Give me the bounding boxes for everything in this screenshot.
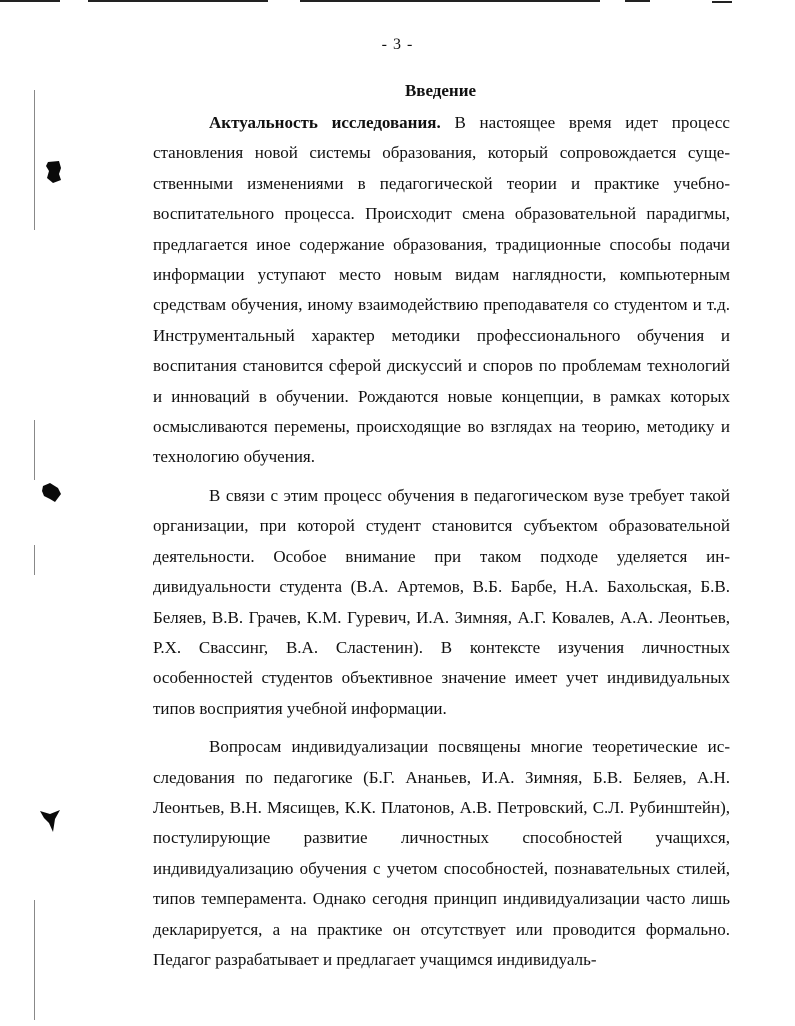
left-margin-line bbox=[34, 90, 35, 230]
paragraph bbox=[153, 108, 730, 473]
page-number: - 3 - bbox=[381, 36, 414, 53]
scan-top-line bbox=[712, 1, 732, 3]
binding-hole-icon bbox=[38, 808, 62, 834]
body-text bbox=[153, 108, 730, 975]
paragraph-text: В связи с этим процесс обучения в педагогическом вузе требует такой организации, при которой студент становится субъектом образовательной деятельности. Особое внимание при таком подходе уделяется индивидуальности студента (В.А. Артемов, В.Б. Барбе, Н.А. Бахольская, Б.В. Беляев, В.В. Грачев, К.М. Гуревич, И.А. Зимняя, А.Г. Ковалев, А.А. Леонтьев, Р.Х. Свассинг, В.А. Сластенин). В контексте изучения личностных особенностей студентов объективное значение имеет учет индивидуальных типов восприятия учебной информации. bbox=[153, 485, 730, 718]
left-margin-line bbox=[34, 900, 35, 1020]
left-margin-line bbox=[34, 420, 35, 480]
binding-hole-icon bbox=[40, 482, 62, 504]
paragraph-lead: Актуальность исследования. bbox=[209, 113, 441, 132]
page-title: Введение bbox=[404, 81, 477, 100]
paragraph-text: В настоящее время идет процесс становления новой системы образования, который сопровождается существенными изменениями в педагогической теории и практике учебно-воспитательного процесса. Происходит смена образовательной парадигмы, предлагается иное содержание образования, традиционные способы подачи информации уступают место новым видам наглядности, компьютерным средствам обучения, иному взаимодействию преподавателя со студентом и т.д. Инструментальный характер методики профессионального обучения и воспитания становится сферой дискуссий и споров по проблемам технологий и инноваций в обучении. Рождаются новые концепции, в рамках которых осмысливаются перемены, происходящие во взглядах на теорию, методику и технологию обучения. bbox=[153, 113, 730, 467]
scan-top-line bbox=[88, 0, 268, 2]
scan-top-line bbox=[0, 0, 60, 2]
paragraph bbox=[153, 732, 730, 975]
paragraph-text: Вопросам индивидуализации посвящены многие теоретические исследования по педагогике (Б.Г. Ананьев, И.А. Зимняя, Б.В. Беляев, А.Н. Леонтьев, В.Н. Мясищев, К.К. Платонов, А.В. Петровский, С.Л. Рубинштейн), постулирующие развитие личностных способностей учащихся, индивидуализацию обучения с учетом способностей, познавательных стилей, типов темперамента. Однако сегодня принцип индивидуализации часто лишь декларируется, а на практике он отсутствует или проводится формально. Педагог разрабатывает и предлагает учащимся индивидуаль- bbox=[153, 737, 730, 969]
scan-top-line bbox=[300, 0, 600, 2]
scan-top-line bbox=[625, 0, 650, 2]
left-margin-line bbox=[34, 545, 35, 575]
binding-hole-icon bbox=[44, 160, 64, 184]
paragraph bbox=[153, 481, 730, 724]
